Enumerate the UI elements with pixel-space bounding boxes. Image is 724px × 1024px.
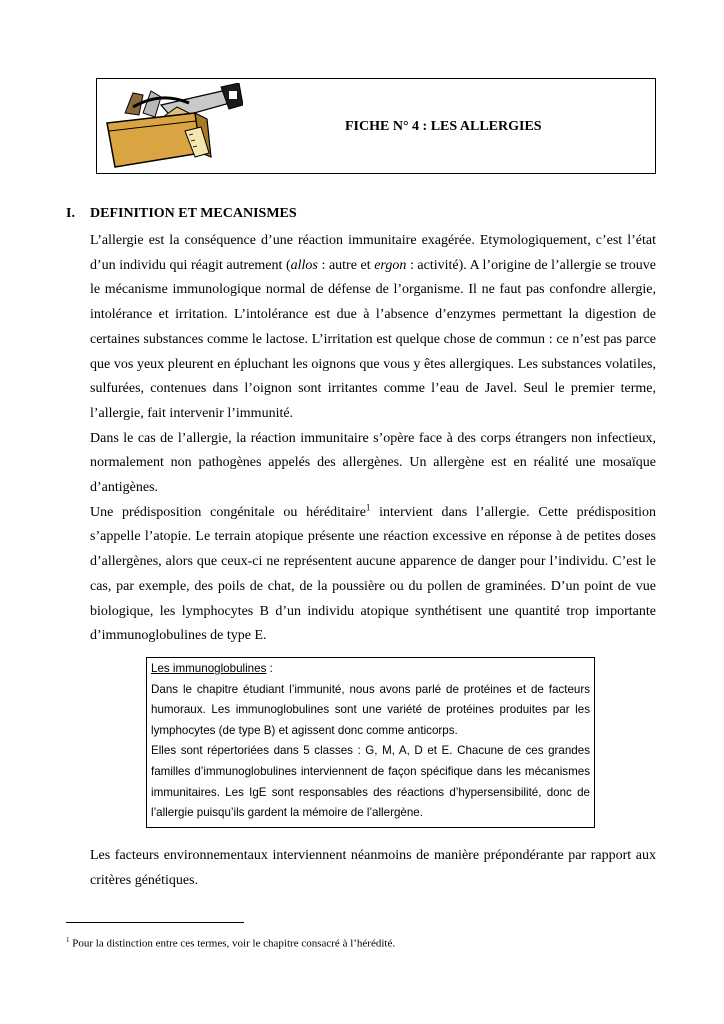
term-ergon: ergon [374,257,407,273]
paragraph-text: intervient dans l’allergie. Cette prédisposition s’appelle l’atopie. Le terrain atopique présente une réaction excessive en réponse à de petites doses d’allergènes, alors que ceux-ci ne représentent aucune apparence de danger pour l’individu. C’est le cas, par exemple, des poils de chat, de la poussière ou du pollen de graminées. D’un point de vue biologique, les lymphocytes B d’un individu atopique synthétisent une quantité trop importante d’immunoglobulines de type E. [90,504,656,644]
info-box-immunoglobulines [146,657,595,828]
info-box-paragraph: Dans le chapitre étudiant l’immunité, nous avons parlé de protéines et de facteurs humoraux. Les immunoglobulines sont une variété de protéines produites par les lymphocytes (de type B) et agissent donc comme anticorps. [151,682,590,737]
section-number: I. [66,206,75,221]
paragraph-text: L’allergie est la conséquence d’une réaction immunitaire exagérée. Etymologiquement, c’est l’état d’un individu qui réagit autrement ( [90,233,656,273]
section-title: DEFINITION ET MECANISMES [90,206,297,221]
info-box-heading [151,659,590,680]
body-text [90,229,656,649]
paragraph-text: : autre et [317,257,375,273]
paragraph-atopie [90,501,656,649]
footnote-ref[interactable]: 1 [365,502,371,513]
footnote [66,936,395,950]
page-title: FICHE N° 4 : LES ALLERGIES [345,119,542,134]
footnote-separator [66,922,244,923]
closing-paragraph [90,844,656,893]
paragraph-definition [90,229,656,427]
info-box-title-suffix: : [266,662,273,675]
term-allos: allos [290,257,318,273]
closing-text: Les facteurs environnementaux interviennent néanmoins de manière prépondérante par rapport aux critères génétiques. [90,848,656,888]
toolbox-icon [103,83,243,169]
footnote-number: 1 [66,936,70,944]
info-box-paragraph: Elles sont répertoriées dans 5 classes : G, M, A, D et E. Chacune de ces grandes familles d’immunoglobulines interviennent de façon spécifique dans les mécanismes immunitaires. Les IgE sont responsables des réactions d’hypersensibilité, donc de l’allergie puisqu’ils gardent la mémoire de l’allergène. [151,744,590,820]
section-heading [66,206,297,222]
footnote-text: Pour la distinction entre ces termes, voir le chapitre consacré à l’hérédité. [69,937,396,950]
paragraph-allergenes: Dans le cas de l’allergie, la réaction immunitaire s’opère face à des corps étrangers non infectieux, normalement non pathogènes appelés des allergènes. Un allergène est en réalité une mosaïque d’antigènes. [90,430,656,496]
paragraph-text: : activité). A l’origine de l’allergie se trouve le mécanisme immunologique normal de défense de l’organisme. Il ne faut pas confondre allergie, intolérance et irritation. L’intolérance est due à l’absence d’enzymes permettant la digestion de certaines substances comme le lactose. L’irritation est quelque chose de commun : ce n’est pas parce que vos yeux pleurent en épluchant les oignons que vous y êtes allergiques. Les substances volatiles, sulfurées, contenues dans l’oignon sont irritantes comme l’eau de Javel. Seul le premier terme, l’allergie, fait intervenir l’immunité. [90,257,656,421]
paragraph-text: Une prédisposition congénitale ou héréditaire [90,504,366,520]
header-box [96,78,656,174]
info-box-title: Les immunoglobulines [151,662,267,675]
